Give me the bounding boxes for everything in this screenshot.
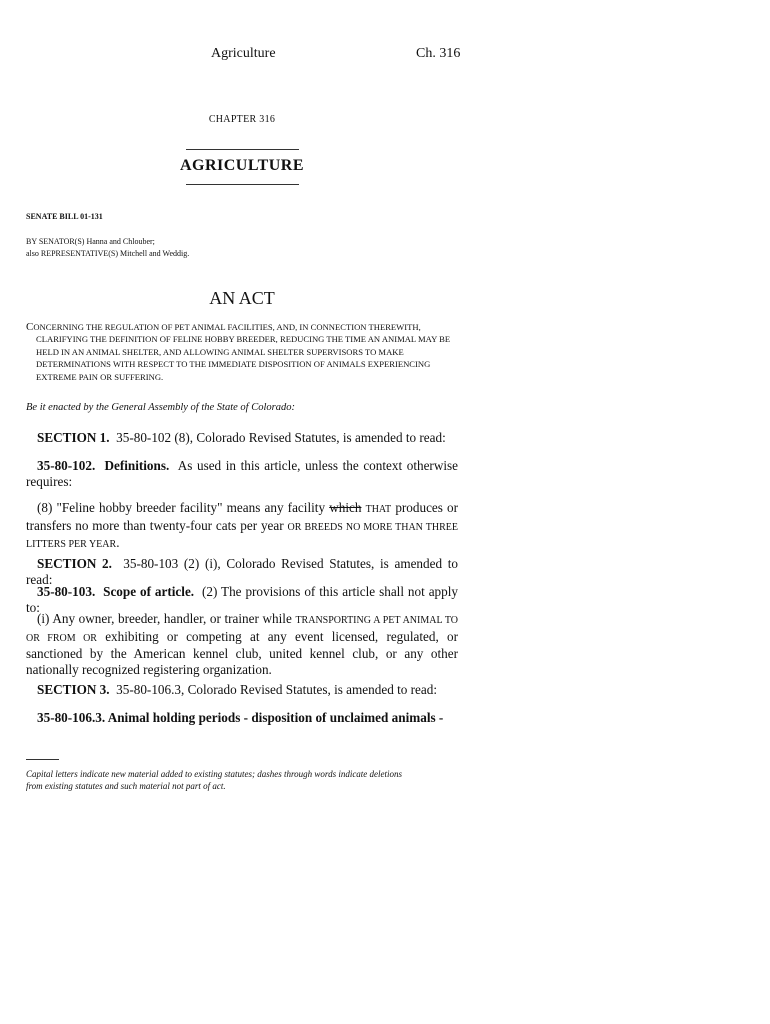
footnote-line: Capital letters indicate new material added to existing statutes; dashes through words indicate deletions — [26, 769, 403, 779]
statute-heading: Scope of article. — [103, 584, 195, 599]
concerning-line: EXTREME PAIN OR SUFFERING. — [36, 371, 164, 382]
section-1 — [26, 430, 458, 446]
concerning-clause — [26, 321, 458, 383]
chapter-title: AGRICULTURE — [179, 157, 305, 174]
text-run: . — [116, 535, 120, 551]
deleted-text: which — [329, 500, 362, 515]
inserted-text: THAT — [365, 504, 392, 515]
concerning-line: CLARIFYING THE DEFINITION OF FELINE HOBBY BREEDER, REDUCING THE TIME AN ANIMAL MAY BE — [36, 334, 451, 345]
section-text: 35-80-103 (2) (i), Colorado Revised Statutes, is amended to read: — [26, 556, 458, 587]
paragraph-8 — [26, 500, 458, 553]
paragraph-i — [26, 611, 458, 677]
sponsor-senators: BY SENATOR(S) Hanna and Chlouber; — [26, 237, 155, 246]
sponsor-representatives: also REPRESENTATIVE(S) Mitchell and Weddig. — [26, 249, 190, 258]
concerning-line: DETERMINATIONS WITH RESPECT TO THE IMMEDIATE DISPOSITION OF ANIMALS EXPERIENCING — [36, 359, 431, 370]
holding-periods-section — [26, 710, 458, 726]
section-label: SECTION 1. — [37, 430, 110, 445]
text-run: (8) "Feline hobby breeder facility" means any facility — [37, 500, 326, 515]
chapter-number: CHAPTER 316 — [208, 114, 276, 125]
footnote-line: from existing statutes and such material not part of act. — [26, 781, 226, 791]
running-header-chapter: Ch. 316 — [416, 46, 461, 61]
footnote — [26, 768, 466, 792]
text-run: (i) Any owner, breeder, handler, or trainer while — [37, 611, 292, 626]
text-run: produces or transfers no more than twenty-four cats per year — [26, 500, 459, 533]
section-3 — [26, 682, 458, 698]
running-header-title: Agriculture — [211, 46, 276, 61]
inserted-text: OR BREEDS NO MORE THAN THREE LITTERS PER YEAR — [26, 521, 458, 551]
title-rule-top — [186, 149, 299, 150]
concerning-line: HELD IN AN ANIMAL SHELTER, AND ALLOWING ANIMAL SHELTER SUPERVISORS TO MAKE — [36, 346, 404, 357]
section-text: 35-80-106.3, Colorado Revised Statutes, is amended to read: — [116, 682, 437, 697]
title-rule-bottom — [186, 184, 299, 185]
statute-number: 35-80-103. — [37, 584, 96, 599]
bill-number: SENATE BILL 01-131 — [26, 212, 103, 221]
section-label: SECTION 2. — [37, 556, 112, 571]
act-heading: AN ACT — [209, 288, 275, 308]
statute-heading: Definitions. — [104, 458, 170, 473]
section-label: SECTION 3. — [37, 682, 110, 697]
statute-heading: 35-80-106.3. Animal holding periods - disposition of unclaimed animals - — [37, 710, 444, 725]
enacting-clause: Be it enacted by the General Assembly of the State of Colorado: — [26, 402, 295, 413]
inserted-text: TRANSPORTING A PET ANIMAL TO OR FROM OR — [26, 615, 459, 644]
section-2 — [26, 556, 458, 587]
section-text: 35-80-102 (8), Colorado Revised Statutes, is amended to read: — [116, 430, 446, 445]
statute-text: As used in this article, unless the context otherwise requires: — [26, 458, 458, 489]
text-run: exhibiting or competing at any event licensed, regulated, or sanctioned by the American kennel club, united kennel club, or any other nationally recognized registering organization. — [26, 628, 458, 677]
statute-number: 35-80-102. — [37, 458, 96, 473]
drop-cap: C — [26, 321, 34, 333]
concerning-line: ONCERNING THE REGULATION OF PET ANIMAL FACILITIES, AND, IN CONNECTION THEREWITH, — [33, 322, 421, 332]
definitions-section — [26, 458, 458, 489]
statute-text: (2) The provisions of this article shall not apply to: — [26, 584, 459, 615]
footnote-rule — [26, 759, 59, 760]
